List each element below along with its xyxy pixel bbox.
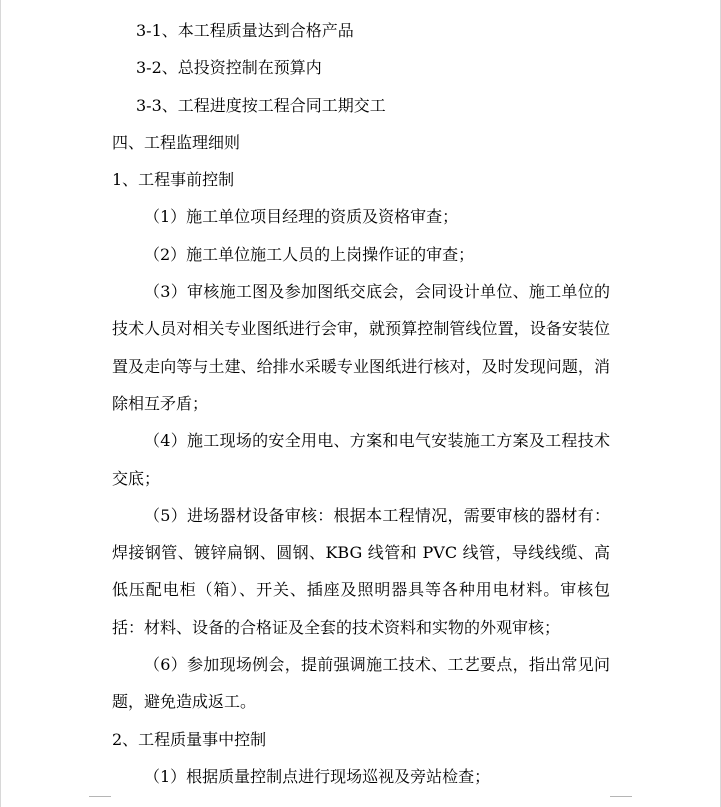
item-1-6: （6）参加现场例会，提前强调施工技术、工艺要点，指出常见问题，避免造成返工。 (112, 655, 610, 712)
subsection-1-title: 1、工程事前控制 (112, 170, 235, 190)
item-1-5: （5）进场器材设备审核：根据本工程情况，需要审核的器材有：焊接钢管、镀锌扁钢、圆钢、KBG 线管和 PVC 线管，导线线缆、高低压配电柜（箱）、开关、插座及照明器具等各种用电材料。审核包括：材料、设备的合格证及全套的技术资料和实物的外观审核； (112, 505, 610, 637)
page-corner-mark-right (610, 796, 632, 807)
item-1-1: （1）施工单位项目经理的资质及资格审查； (144, 207, 459, 227)
goal-3-1: 3-1、本工程质量达到合格产品 (136, 21, 354, 40)
goal-3-2: 3-2、总投资控制在预算内 (136, 58, 322, 78)
item-1-4: （4）施工现场的安全用电、方案和电气安装施工方案及工程技术交底； (112, 431, 610, 488)
item-1-3: （3）审核施工图及参加图纸交底会，会同设计单位、施工单位的技术人员对相关专业图纸进行会审，就预算控制管线位置，设备安装位置及走向等与土建、给排水采暖专业图纸进行核对，及时发现问题，消除相互矛盾； (112, 282, 610, 413)
page-border-left (0, 0, 1, 807)
document-body (112, 12, 610, 795)
section-4-title: 四、工程监理细则 (112, 132, 241, 152)
goal-3-3: 3-3、工程进度按工程合同工期交工 (136, 95, 386, 115)
item-2-1: （1）根据质量控制点进行现场巡视及旁站检查； (144, 766, 491, 786)
page-corner-mark-left (89, 796, 111, 807)
item-1-2: （2）施工单位施工人员的上岗操作证的审查； (144, 244, 475, 264)
subsection-2-title: 2、工程质量事中控制 (112, 729, 267, 749)
